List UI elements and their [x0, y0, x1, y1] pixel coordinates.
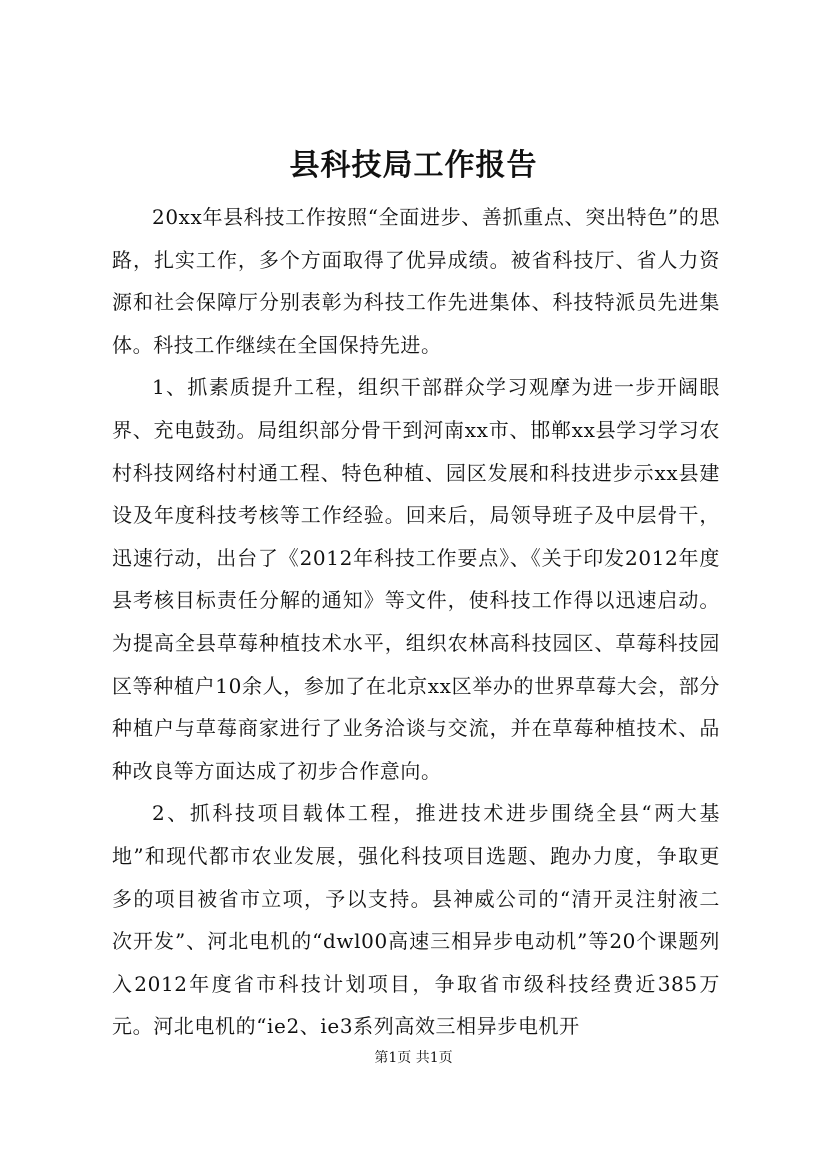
document-body — [112, 196, 720, 1048]
paragraph-intro: 20xx年县科技工作按照“全面进步、善抓重点、突出特色”的思路，扎实工作，多个方面取得了优异成绩。被省科技厅、省人力资源和社会保障厅分别表彰为科技工作先进集体、科技特派员先进集体。科技工作继续在全国保持先进。 — [112, 205, 720, 357]
document-title: 县科技局工作报告 — [289, 148, 538, 183]
paragraph-section-1: 1、抓素质提升工程，组织干部群众学习观摩为进一步开阔眼界、充电鼓劲。局组织部分骨干到河南xx市、邯郸xx县学习学习农村科技网络村村通工程、特色种植、园区发展和科技进步示xx县建设及年度科技考核等工作经验。回来后，局领导班子及中层骨干，迅速行动，出台了《2012年科技工作要点》、《关于印发2012年度县考核目标责任分解的通知》等文件，使科技工作得以迅速启动。为提高全县草莓种植技术水平，组织农林高科技园区、草莓科技园区等种植户10余人，参加了在北京xx区举办的世界草莓大会，部分种植户与草莓商家进行了业务洽谈与交流，并在草莓种植技术、品种改良等方面达成了初步合作意向。 — [112, 375, 720, 783]
paragraph-section-2: 2、抓科技项目载体工程，推进技术进步围绕全县“两大基地”和现代都市农业发展，强化科技项目选题、跑办力度，争取更多的项目被省市立项，予以支持。县神威公司的“清开灵注射液二次开发”、河北电机的“dwl00高速三相异步电动机”等20个课题列入2012年度省市科技计划项目，争取省市级科技经费近385万元。河北电机的“ie2、ie3系列高效三相异步电机开 — [112, 801, 720, 1039]
page-number-footer: 第1页 共1页 — [374, 1050, 453, 1066]
